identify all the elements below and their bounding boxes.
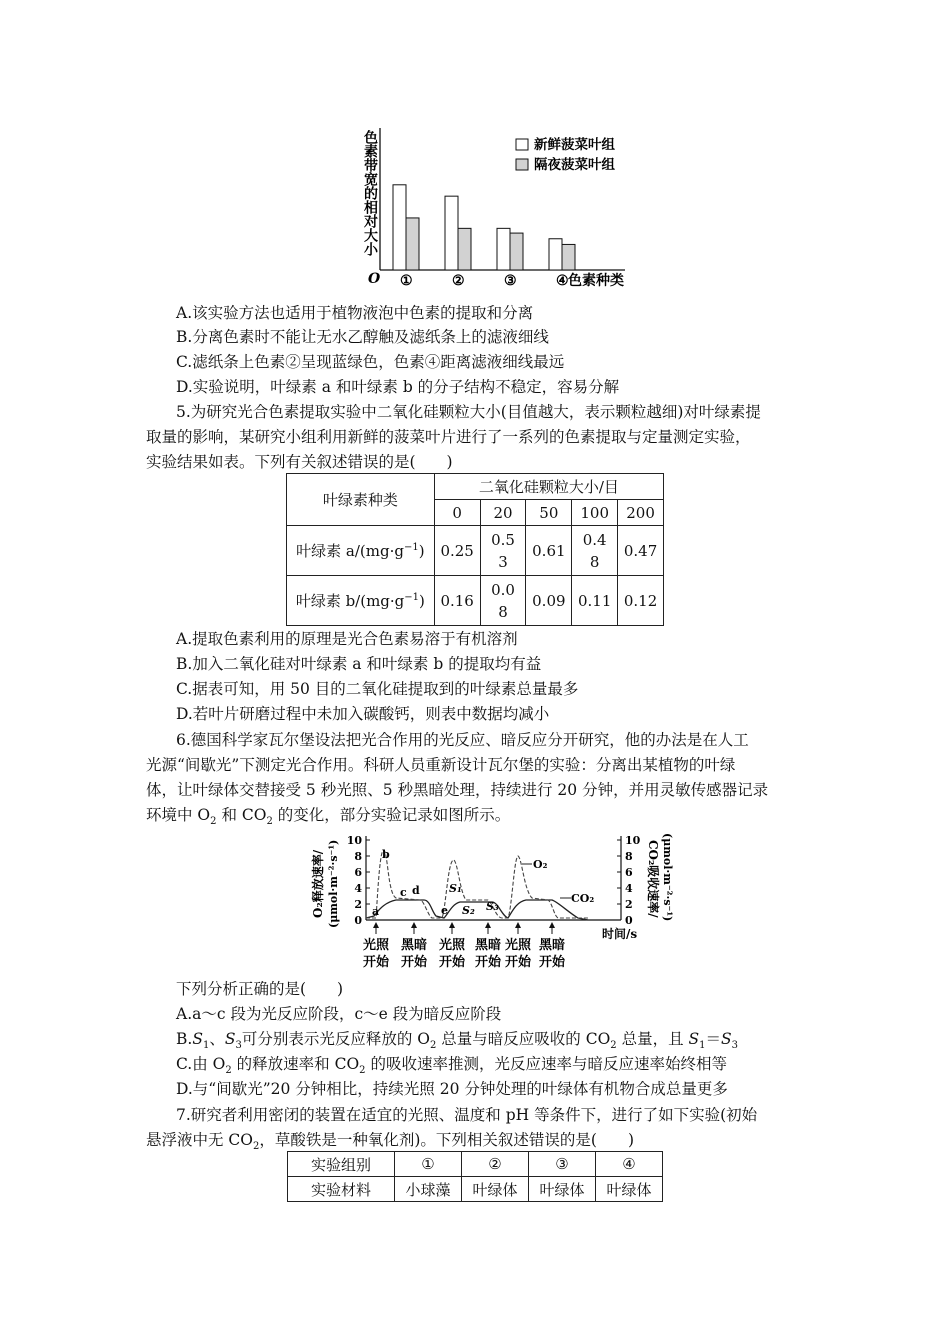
phase-sublabel: 开始 bbox=[538, 955, 566, 970]
right-y-tick-label: 8 bbox=[625, 850, 633, 863]
y-axis-label: 色素带宽的相对大小 bbox=[362, 130, 378, 256]
point-label-a: a bbox=[372, 905, 380, 918]
table-corner: 叶绿素种类 bbox=[287, 474, 435, 526]
point-label-b: b bbox=[382, 848, 390, 861]
q4-option-c: C.滤纸条上色素②呈现蓝绿色，色素④距离滤液细线最远 bbox=[176, 353, 565, 371]
q7-stem-line1: 7.研究者利用密闭的装置在适宜的光照、温度和 pH 等条件下，进行了如下实验(初始 bbox=[176, 1106, 758, 1124]
q6-stem-line2: 光源“间歇光”下测定光合作用。科研人员重新设计瓦尔堡的实验：分离出某植物的叶绿 bbox=[146, 756, 736, 774]
category-tick-label: ① bbox=[400, 273, 413, 289]
table-cell bbox=[572, 576, 618, 626]
q5-table bbox=[286, 473, 664, 626]
q5-option-c: C.据表可知，用 50 目的二氧化硅提取到的叶绿素总量最多 bbox=[176, 680, 579, 698]
col-header: 0 bbox=[434, 500, 480, 526]
legend-swatch-overnight bbox=[516, 159, 528, 170]
x-axis-label: 时间/s bbox=[602, 927, 638, 941]
phase-arrowhead bbox=[449, 922, 455, 928]
right-y-tick-label: 4 bbox=[625, 882, 633, 895]
phase-sublabel: 开始 bbox=[504, 955, 532, 970]
table-cell bbox=[434, 526, 480, 576]
bar-overnight-2 bbox=[458, 228, 471, 270]
col-header: 50 bbox=[526, 500, 572, 526]
table-row bbox=[287, 576, 664, 626]
phase-sublabel: 开始 bbox=[474, 955, 502, 970]
table-cell: ① bbox=[395, 1152, 462, 1177]
table-cell: 实验组别 bbox=[288, 1152, 395, 1177]
q6-stem-line1: 6.德国科学家瓦尔堡设法把光合作用的光反应、暗反应分开研究，他的办法是在人工 bbox=[176, 731, 749, 749]
origin-label: O bbox=[368, 271, 381, 287]
cell-text: 8 bbox=[589, 552, 600, 571]
phase-sublabel: 开始 bbox=[362, 955, 390, 970]
col-header: 20 bbox=[480, 500, 526, 526]
q5-stem-line3: 实验结果如表。下列有关叙述错误的是( ) bbox=[146, 453, 453, 471]
table-cell bbox=[526, 576, 572, 626]
area-label-s1: S₁ bbox=[449, 882, 462, 895]
phase-arrowhead bbox=[373, 922, 379, 928]
legend-label-overnight: 隔夜菠菜叶组 bbox=[534, 157, 615, 173]
bar-overnight-3 bbox=[510, 233, 523, 270]
q4-option-b: B.分离色素时不能让无水乙醇触及滤纸条上的滤液细线 bbox=[176, 328, 549, 346]
o2-curve bbox=[366, 850, 588, 918]
right-y-axis-label: CO₂吸收速率/ bbox=[646, 840, 660, 918]
cell-text: 3 bbox=[498, 552, 508, 571]
q6-option-b: $B.S_1$、$S_3$可分别表示光反应释放的 $O_2$ 总量与暗反应吸收的 $CO_2$ 总量，且 $S_1=S_3$ bbox=[176, 1030, 739, 1052]
table-row bbox=[288, 1152, 663, 1177]
bar-fresh-1 bbox=[393, 185, 406, 270]
phase-sublabel: 开始 bbox=[400, 955, 428, 970]
bar-overnight-1 bbox=[406, 218, 419, 270]
table-cell bbox=[434, 576, 480, 626]
table-cell bbox=[526, 526, 572, 576]
table-cell: ④ bbox=[596, 1152, 663, 1177]
cell-text: 8 bbox=[498, 602, 508, 621]
q6-option-a: A.a～c 段为光反应阶段，c～e 段为暗反应阶段 bbox=[176, 1005, 502, 1023]
bar-overnight-4 bbox=[562, 244, 575, 270]
right-y-axis-unit: (μmol·m⁻²·s⁻¹) bbox=[661, 833, 674, 922]
area-label-s3: S₃ bbox=[486, 900, 499, 913]
table-cell: 叶绿体 bbox=[596, 1177, 663, 1202]
right-y-tick-label: 10 bbox=[625, 834, 641, 847]
q5-option-a: A.提取色素利用的原理是光合色素易溶于有机溶剂 bbox=[176, 630, 518, 648]
phase-arrowhead bbox=[485, 922, 491, 928]
left-y-tick-label: 6 bbox=[354, 866, 362, 879]
q6-option-c: C.由 $O_2$ 的释放速率和 $CO_2$ 的吸收速率推测，光反应速率与暗反应速率始终相等 bbox=[176, 1055, 727, 1077]
table-group-header: 二氧化硅颗粒大小/目 bbox=[434, 474, 663, 500]
phase-arrowhead bbox=[515, 922, 521, 928]
col-header: 200 bbox=[618, 500, 664, 526]
q6-stem-line3: 体，让叶绿体交替接受 5 秒光照、5 秒黑暗处理，持续进行 20 分钟，并用灵敏传感器记录 bbox=[146, 781, 769, 799]
table-cell: ③ bbox=[529, 1152, 596, 1177]
q6-prompt: 下列分析正确的是( ) bbox=[176, 980, 344, 998]
left-y-tick-label: 4 bbox=[354, 882, 362, 895]
phase-label: 黑暗 bbox=[400, 938, 428, 953]
phase-arrowhead bbox=[549, 922, 555, 928]
table-row bbox=[287, 526, 664, 576]
table-cell bbox=[618, 526, 664, 576]
area-label-s2: S₂ bbox=[462, 904, 475, 917]
q7-table bbox=[287, 1151, 663, 1202]
bar-fresh-3 bbox=[497, 228, 510, 270]
q5-stem-line2: 取量的影响，某研究小组利用新鲜的菠菜叶片进行了一系列的色素提取与定量测定实验， bbox=[146, 428, 751, 446]
phase-label: 黑暗 bbox=[538, 938, 566, 953]
legend-label-fresh: 新鲜菠菜叶组 bbox=[534, 137, 615, 153]
table-cell: 叶绿体 bbox=[529, 1177, 596, 1202]
left-y-axis-unit: (μmol·m⁻²·s⁻¹) bbox=[327, 839, 340, 928]
q6-option-d: D.与“间歇光”20 分钟相比，持续光照 20 分钟处理的叶绿体有机物合成总量更多 bbox=[176, 1080, 728, 1098]
pigment-bar-chart bbox=[340, 120, 640, 292]
phase-label: 光照 bbox=[504, 938, 532, 953]
table-cell: 实验材料 bbox=[288, 1177, 395, 1202]
right-y-tick-label: 0 bbox=[625, 914, 633, 927]
q5-stem-line1: 5.为研究光合色素提取实验中二氧化硅颗粒大小(目值越大，表示颗粒越细)对叶绿素提 bbox=[176, 403, 761, 421]
table-cell bbox=[572, 526, 618, 576]
category-tick-label: ② bbox=[452, 273, 465, 289]
table-row bbox=[288, 1177, 663, 1202]
left-y-tick-label: 2 bbox=[354, 898, 362, 911]
table-cell bbox=[480, 576, 526, 626]
cell-text: 0.25 bbox=[440, 541, 474, 560]
cell-text: 0.0 bbox=[491, 580, 515, 599]
cell-text: 0.4 bbox=[582, 530, 607, 549]
table-cell: ② bbox=[462, 1152, 529, 1177]
q4-option-a: A.该实验方法也适用于植物液泡中色素的提取和分离 bbox=[176, 304, 534, 322]
table-cell: 叶绿体 bbox=[462, 1177, 529, 1202]
q6-stem-line4: 环境中 $O_2$ 和 $CO_2$ 的变化，部分实验记录如图所示。 bbox=[146, 806, 511, 828]
bar-fresh-2 bbox=[445, 196, 458, 270]
table-cell bbox=[480, 526, 526, 576]
series-label-o2: O₂ bbox=[533, 858, 548, 871]
q5-option-d: D.若叶片研磨过程中未加入碳酸钙，则表中数据均减小 bbox=[176, 705, 550, 723]
bar-fresh-4 bbox=[549, 239, 562, 270]
series-label-co2: CO₂ bbox=[571, 892, 595, 905]
left-y-tick-label: 10 bbox=[346, 834, 362, 847]
cell-text: 0.5 bbox=[491, 530, 515, 549]
point-label-d: d bbox=[412, 884, 420, 897]
phase-label: 黑暗 bbox=[474, 938, 502, 953]
q4-option-d: D.实验说明，叶绿素 a 和叶绿素 b 的分子结构不稳定，容易分解 bbox=[176, 378, 620, 396]
cell-text: 0.16 bbox=[440, 591, 474, 610]
phase-sublabel: 开始 bbox=[438, 955, 466, 970]
o2-co2-rate-chart bbox=[296, 828, 682, 970]
row-label: 叶绿素 $a/(mg\cdot g^{-1})$ bbox=[287, 526, 435, 576]
cell-text: 0.47 bbox=[623, 541, 658, 560]
q5-option-b: B.加入二氧化硅对叶绿素 a 和叶绿素 b 的提取均有益 bbox=[176, 655, 542, 673]
col-header: 100 bbox=[572, 500, 618, 526]
q7-stem-line2: 悬浮液中无 $CO_2$，草酸铁是一种氧化剂)。下列相关叙述错误的是( ) bbox=[146, 1131, 635, 1153]
left-y-tick-label: 8 bbox=[354, 850, 362, 863]
x-axis-label: 色素种类 bbox=[568, 273, 624, 289]
cell-text: 0.61 bbox=[532, 541, 566, 560]
right-y-tick-label: 6 bbox=[625, 866, 633, 879]
phase-arrowhead bbox=[411, 922, 417, 928]
point-label-c: c bbox=[400, 886, 407, 899]
table-cell: 小球藻 bbox=[395, 1177, 462, 1202]
cell-text: 0.09 bbox=[532, 591, 566, 610]
legend-swatch-fresh bbox=[516, 139, 528, 150]
cell-text: 0.12 bbox=[623, 591, 658, 610]
left-y-axis-label: O₂释放速率/ bbox=[311, 849, 325, 918]
table-cell bbox=[618, 576, 664, 626]
cell-text: 0.11 bbox=[577, 591, 612, 610]
category-tick-label: ③ bbox=[504, 273, 517, 289]
category-tick-label: ④ bbox=[556, 273, 569, 289]
legend bbox=[516, 136, 615, 173]
row-label: 叶绿素 $b/(mg\cdot g^{-1})$ bbox=[287, 576, 435, 626]
right-y-tick-label: 2 bbox=[625, 898, 633, 911]
co2-curve bbox=[366, 900, 588, 920]
phase-label: 光照 bbox=[438, 938, 466, 953]
left-y-tick-label: 0 bbox=[354, 914, 362, 927]
point-label-e: e bbox=[441, 904, 448, 917]
phase-label: 光照 bbox=[362, 938, 390, 953]
